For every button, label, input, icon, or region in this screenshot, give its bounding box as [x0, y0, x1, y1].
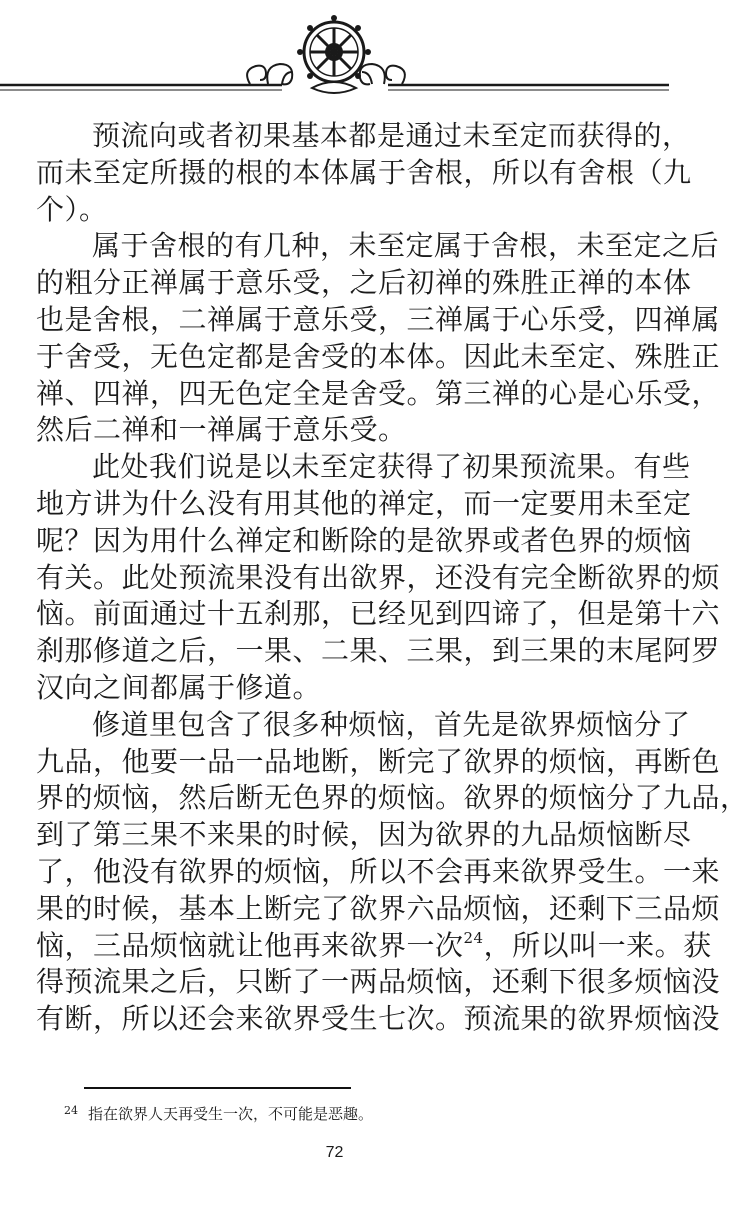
- text-line: 呢？因为用什么禅定和断除的是欲界或者色界的烦恼: [36, 523, 692, 557]
- text-line: 界的烦恼，然后断无色界的烦恼。欲界的烦恼分了九品，: [36, 781, 749, 815]
- text-line: 有关。此处预流果没有出欲界，还没有完全断欲界的烦: [36, 560, 721, 594]
- text-line: 此处我们说是以未至定获得了初果预流果。有些: [92, 450, 691, 484]
- text-line: 属于舍根的有几种，未至定属于舍根，未至定之后: [92, 229, 720, 263]
- text-line: 恼。前面通过十五刹那，已经见到四谛了，但是第十六: [36, 597, 721, 631]
- text-line: 禅、四禅，四无色定全是舍受。第三禅的心是心乐受，: [36, 376, 721, 410]
- footnote: [64, 1100, 373, 1125]
- text-line: 得预流果之后，只断了一两品烦恼，还剩下很多烦恼没: [36, 965, 721, 999]
- page-header-ornament: [0, 0, 669, 110]
- text-line: 然后二禅和一禅属于意乐受。: [36, 413, 407, 447]
- text-segment: 恼，三品烦恼就让他再来欲界一次: [36, 928, 464, 962]
- footnote-text: 指在欲界人天再受生一次，不可能是恶趣。: [88, 1105, 374, 1123]
- text-line: 九品，他要一品一品地断，断完了欲界的烦恼，再断色: [36, 744, 721, 778]
- text-line: 了，他没有欲界的烦恼，所以不会再来欲界受生。一来: [36, 854, 721, 888]
- body-text: [36, 118, 749, 1038]
- footnote-number: 24: [64, 1104, 78, 1117]
- dharma-wheel-icon: [0, 0, 669, 110]
- text-line: 的粗分正禅属于意乐受，之后初禅的殊胜正禅的本体: [36, 266, 692, 300]
- footnote-divider: [84, 1087, 351, 1089]
- text-line: 修道里包含了很多种烦恼，首先是欲界烦恼分了: [92, 707, 691, 741]
- text-line: 预流向或者初果基本都是通过未至定而获得的，: [92, 119, 691, 152]
- footnote-reference[interactable]: 24: [463, 928, 484, 947]
- text-line: 地方讲为什么没有用其他的禅定，而一定要用未至定: [36, 486, 692, 520]
- text-line: 到了第三果不来果的时候，因为欲界的九品烦恼断尽: [36, 818, 692, 852]
- text-segment: ，所以叫一来。获: [483, 928, 712, 962]
- text-line-with-footnote-ref: [36, 928, 712, 965]
- text-line: 于舍受，无色定都是舍受的本体。因此未至定、殊胜正: [36, 339, 721, 373]
- text-line: 果的时候，基本上断完了欲界六品烦恼，还剩下三品烦: [36, 891, 721, 925]
- text-line: 有断，所以还会来欲界受生七次。预流果的欲界烦恼没: [36, 1002, 721, 1036]
- text-line: 个）。: [36, 192, 108, 226]
- text-line: 刹那修道之后，一果、二果、三果，到三果的末尾阿罗: [36, 634, 721, 668]
- text-line: 汉向之间都属于修道。: [36, 670, 322, 704]
- text-line: 也是舍根，二禅属于意乐受，三禅属于心乐受，四禅属: [36, 302, 721, 336]
- page-number: 72: [325, 1144, 344, 1161]
- text-line: 而未至定所摄的根的本体属于舍根，所以有舍根（九: [36, 155, 692, 189]
